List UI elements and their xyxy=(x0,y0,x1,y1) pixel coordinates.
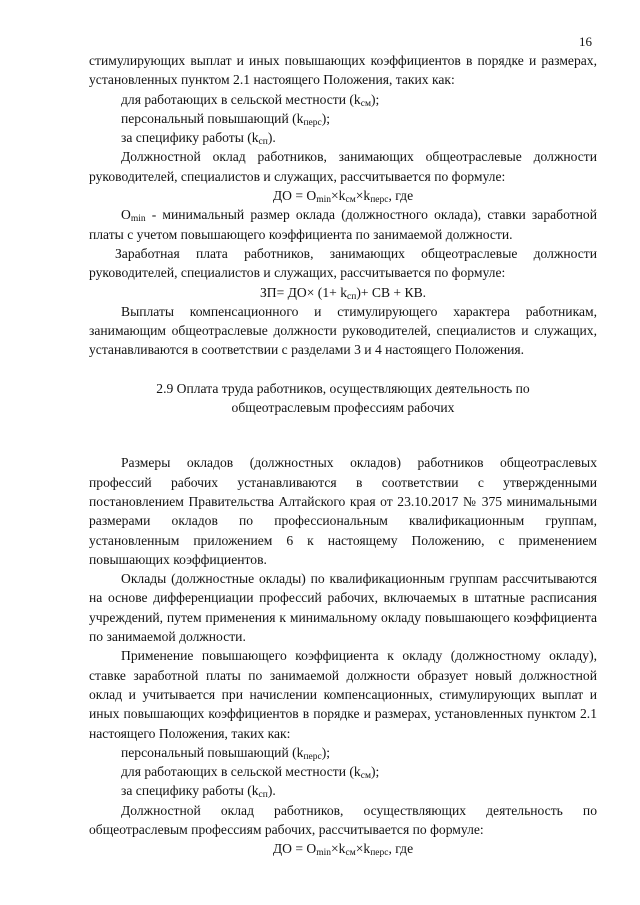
document-body xyxy=(89,51,597,859)
section-heading: 2.9 Оплата труда работников, осуществляющих деятельность по общеотраслевым профессиям рабочих xyxy=(156,380,530,416)
list-item: для работающих в сельской местности $(k_{см})$; xyxy=(121,764,380,782)
paragraph-salary-groups: Оклады (должностные оклады) по квалификационным группам рассчитываются на основе дифференциации профессий рабочих, включаемых в штатные расписания учреждений, путем применения к минимальному окладу повышающего коэффициента по занимаемой должности. xyxy=(89,571,597,645)
list-item: за специфику работы $(k_{сп})$. xyxy=(121,130,276,148)
coefficient-list-1 xyxy=(89,90,597,148)
paragraph-salary-formula-intro: Должностной оклад работников, занимающих общеотраслевые должности руководителей, специалистов и служащих, рассчитывается по формуле: xyxy=(89,149,597,184)
coefficient-list-2 xyxy=(89,743,597,801)
formula-wage: $ЗП= ДО\times (1+ k_{сп})+$ СВ + КВ. xyxy=(259,284,427,302)
page-number: 16 xyxy=(579,34,592,49)
list-item: персональный повышающий $(k_{перс})$; xyxy=(121,110,331,128)
paragraph-continuation: стимулирующих выплат и иных повышающих коэффициентов в порядке и размерах, установленных пунктом 2.1 настоящего Положения, таких как: xyxy=(89,53,597,88)
list-item: за специфику работы $(k_{сп})$. xyxy=(121,783,276,801)
paragraph-omin-definition: $O_{min}$ - минимальный размер оклада (должностного оклада), ставки заработной платы с учетом повышающего коэффициента по занимаемой должности. xyxy=(89,207,597,242)
list-item: персональный повышающий $(k_{перс})$; xyxy=(121,744,331,762)
paragraph-payments: Выплаты компенсационного и стимулирующего характера работникам, занимающим общеотраслевые должности руководителей, специалистов и служащих, устанавливаются в соответствии с разделами 3 и 4 настоящего Положения. xyxy=(89,303,597,358)
paragraph-worker-salary-formula-intro: Должностной оклад работников, осуществляющих деятельность по общеотраслевым профессиям рабочих, рассчитывается по формуле: xyxy=(89,802,597,837)
paragraph-coefficient-application: Применение повышающего коэффициента к окладу (должностному окладу), ставке заработной платы по занимаемой должности образует новый должностной оклад и учитывается при начислении компенсационных, стимулирующих выплат и иных повышающих коэффициентов в порядке и размерах, установленных пунктом 2.1 настоящего Положения, таких как: xyxy=(89,648,597,741)
paragraph-salary-sizes: Размеры окладов (должностных окладов) работников общеотраслевых профессий рабочих устанавливаются в соответствии с утвержденными постановлением Правительства Алтайского края от 23.10.2017 № 375 минимальными размерами окладов по профессиональным квалификационным группам, установленным приложением 6 к настоящему Положению, с применением повышающих коэффициентов. xyxy=(89,455,597,567)
paragraph-wage-formula-intro: Заработная плата работников, занимающих общеотраслевые должности руководителей, специалистов и служащих, рассчитывается по формуле: xyxy=(89,245,597,281)
list-item: для работающих в сельской местности $(k_{см})$; xyxy=(121,91,380,109)
formula-worker-salary: ДО = $O_{min}\times k_{см}\times k_{перс}$, где xyxy=(272,841,414,859)
formula-base-salary: ДО = $O_{min}\times k_{см}\times k_{перс}$, где xyxy=(272,188,414,206)
